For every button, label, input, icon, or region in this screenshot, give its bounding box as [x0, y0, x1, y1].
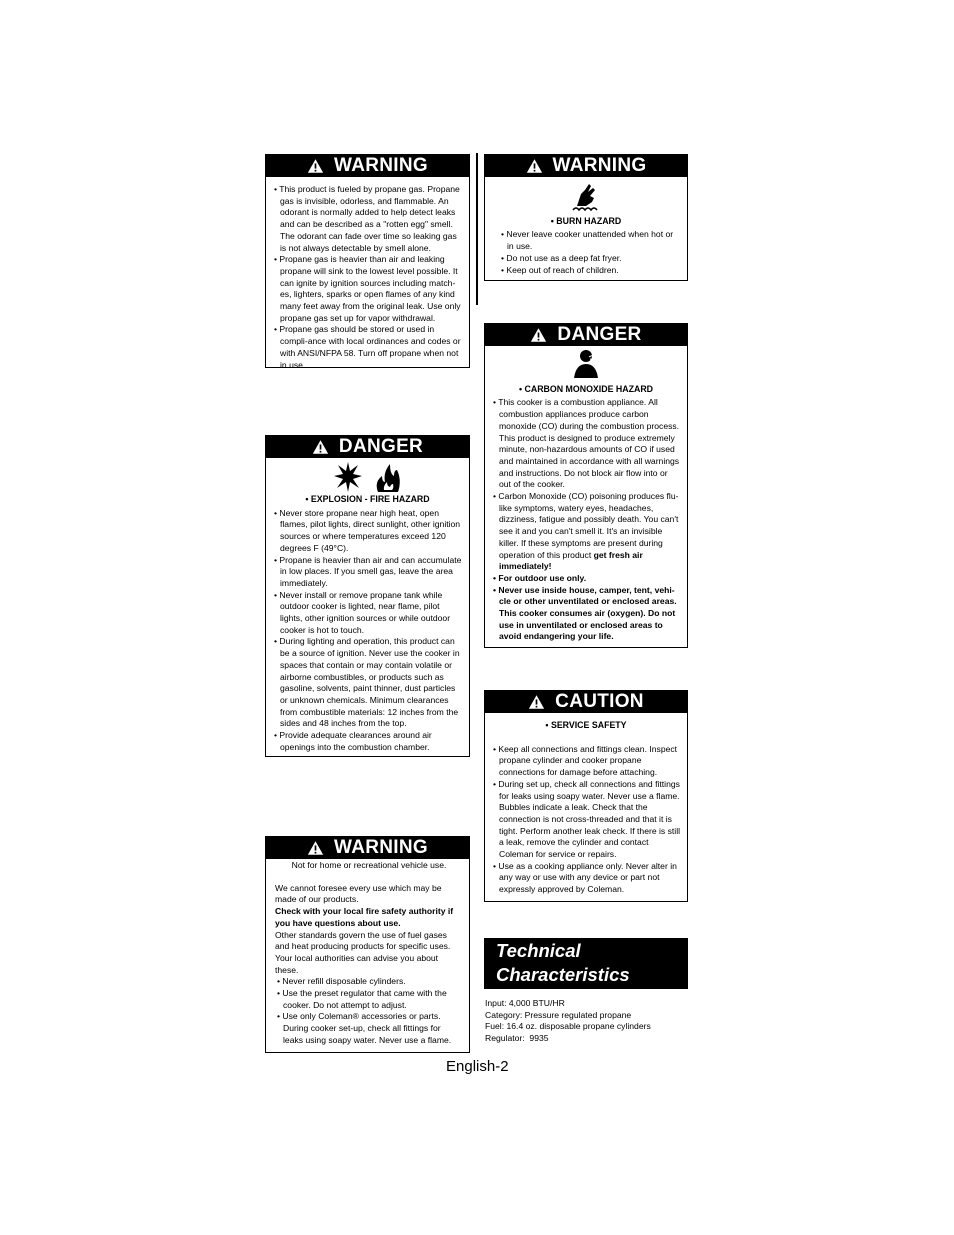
warning-intro: Not for home or recreational vehicle use. — [291, 860, 447, 870]
warning-paragraph: We cannot foresee every use which may be made of our products. — [275, 882, 442, 905]
technical-title-line1: Technical — [496, 940, 581, 961]
warning-bullet: • Use the preset regulator that came with the cooker. Do not attempt to adjust. — [277, 988, 447, 1010]
hazard-label: • SERVICE SAFETY — [545, 720, 627, 730]
danger-bullet: • This cooker is a combustion appliance. All combustion appliances produce carbon monoxide (CO) during the combustion process. This product is designed to produce extremely minute, non-hazardous amounts of CO if used and maintained in accordance with all warnings and instructions. Do not block air flow into or out of the cooker. — [493, 397, 680, 490]
warning-box-propane — [265, 154, 470, 368]
hazard-label: • EXPLOSION - FIRE HAZARD — [305, 494, 430, 504]
technical-characteristics-heading — [484, 938, 688, 989]
danger-title: DANGER — [338, 436, 424, 457]
danger-bullet: • During lighting and operation, this product can be a source of ignition. Never use the cooker in spaces that contain or may contain volatile or airborne combustibles, or products such as gasoline, solvents, paint thinner, dust particles or unknown chemicals. Minimum clearances from combustible materials: 12 inches from the sides and 48 inches from the top. — [274, 636, 460, 729]
danger-box-explosion — [265, 435, 470, 757]
danger-bullet: • For outdoor use only. — [493, 572, 587, 583]
explosion-icon — [334, 462, 362, 492]
warning-title: WARNING — [552, 155, 647, 176]
warning-bullet: • Do not use as a deep fat fryer. — [501, 252, 622, 263]
warning-box-usage — [265, 836, 470, 1053]
warning-bullet: • Use only Coleman® accessories or parts. During cooker set-up, check all fittings for leaks using soapy water. Never use a flame. — [277, 1011, 452, 1045]
person-breathing-icon — [570, 348, 602, 378]
fire-icon — [374, 462, 402, 492]
danger-header — [266, 436, 469, 458]
warning-triangle-icon — [526, 158, 543, 174]
danger-header — [485, 324, 687, 346]
caution-bullet: • Keep all connections and fittings clean. Inspect propane cylinder and cooker propane connections for damage before attaching. — [493, 743, 678, 778]
warning-bold-paragraph: Check with your local fire safety authority if you have questions about use. — [275, 906, 454, 928]
spec-regulator: Regulator: 9935 — [485, 1032, 549, 1043]
burn-hand-icon — [571, 180, 601, 212]
warning-header — [485, 155, 687, 177]
danger-bullet: • Provide adequate clearances around air openings into the combustion chamber. — [274, 730, 432, 752]
caution-title: CAUTION — [555, 691, 644, 712]
warning-title: WARNING — [334, 155, 428, 176]
page-number: English-2 — [446, 1058, 509, 1075]
danger-bold-text: get fresh air immediately! — [499, 549, 643, 572]
warning-header — [266, 837, 469, 859]
warning-header — [266, 155, 469, 177]
spec-fuel: Fuel: 16.4 oz. disposable propane cylinders — [485, 1021, 651, 1031]
caution-bullet: • Use as a cooking appliance only. Never alter in any way or use with any device or part not expressly approved by Coleman. — [493, 860, 677, 895]
warning-bullet: • Never refill disposable cylinders. — [277, 976, 406, 987]
warning-triangle-icon — [312, 439, 329, 455]
danger-bullet: • Never use inside house, camper, tent, vehi-cle or other unventilated or enclosed areas. This cooker consumes air (oxygen). Do not use in unventilated or enclosed areas to avoid endangering your life. — [493, 584, 677, 642]
technical-specs — [485, 998, 651, 1044]
danger-box-carbon-monoxide — [484, 323, 688, 648]
warning-bullet: • Keep out of reach of children. — [501, 264, 619, 275]
spec-category: Category: Pressure regulated propane — [485, 1009, 632, 1020]
danger-bullet: • Propane is heavier than air and can accumulate in low places. If you smell gas, leave the area immediately. — [274, 554, 462, 588]
danger-title: DANGER — [557, 324, 642, 345]
danger-bullet: • Never install or remove propane tank while outdoor cooker is lighted, near flame, pilot lights, other ignition sources or while outdoor cooker is hot to touch. — [274, 589, 451, 635]
warning-triangle-icon — [530, 327, 547, 343]
hazard-label: • CARBON MONOXIDE HAZARD — [518, 383, 654, 394]
warning-bullet: • Never leave cooker unattended when hot or in use. — [501, 229, 674, 252]
danger-bullet: • Never store propane near high heat, open flames, pilot lights, direct sunlight, other ignition sources or where temperatures exceed 120 degrees F (49°C). — [274, 507, 461, 553]
warning-box-burn — [484, 154, 688, 281]
warning-triangle-icon — [528, 694, 545, 710]
spec-input: Input: 4,000 BTU/HR — [485, 998, 565, 1008]
warning-bullet: • This product is fueled by propane gas. Propane gas is invisible, odorless, and flammable. An odorant is normally added to help detect leaks and can be described as a "rotten egg" smell. The odorant can fade over time so leaking gas is not always detectable by smell alone. — [274, 184, 460, 253]
warning-triangle-icon — [307, 158, 324, 174]
warning-title: WARNING — [334, 837, 428, 858]
danger-bullet: • Carbon Monoxide (CO) poisoning produces flu-like symptoms, watery eyes, headaches, dizziness, fatigue and possibly death. You can't see it and you can't smell it. It's an invisible killer. If these symptoms are present during operation of this product get fresh air immediately! — [493, 491, 679, 572]
caution-header — [485, 691, 687, 713]
warning-paragraph: Other standards govern the use of fuel gases and heat producing products for specific uses. Your local authorities can advise you about these. — [275, 929, 451, 975]
warning-triangle-icon — [307, 840, 324, 856]
column-divider — [476, 153, 478, 305]
hazard-label: • BURN HAZARD — [550, 215, 622, 226]
caution-bullet: • During set up, check all connections and fittings for leaks using soapy water. Never use a flame. Bubbles indicate a leak. Check that the connection is not cross-threaded and that it is tight. Perform another leak check. If there is still a leak, remove the cylinder and contact Coleman for service or repairs. — [493, 778, 681, 860]
caution-box-service-safety — [484, 690, 688, 902]
technical-title-line2: Characteristics — [496, 964, 630, 985]
warning-bullet: • Propane gas should be stored or used in compli-ance with local ordinances and codes or with ANSI/NFPA 58. Turn off propane when not in use. — [274, 324, 461, 370]
warning-bullet: • Propane gas is heavier than air and leaking propane will sink to the lowest level possible. It can ignite by ignition sources including match-es, lighters, sparks or open flames of any kind many feet away from the original leak. Use only propane gas set up for vapor withdrawal. — [274, 254, 461, 323]
